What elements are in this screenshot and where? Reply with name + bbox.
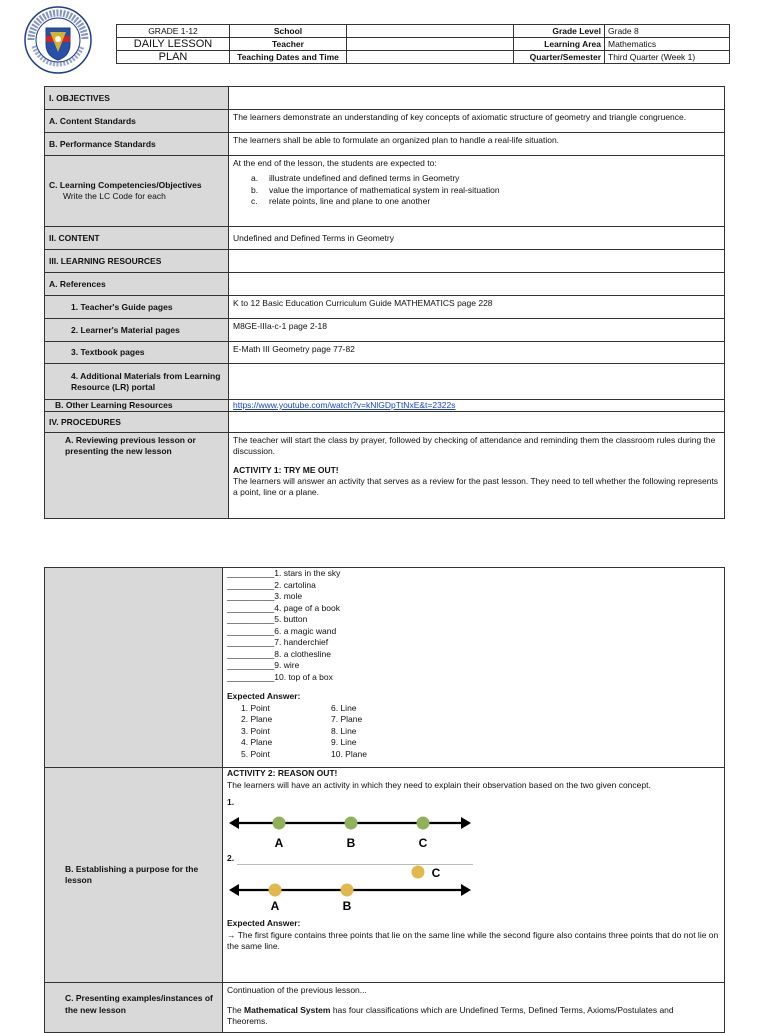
learning-area-label: Learning Area: [514, 38, 605, 51]
figure2-left-arrow-icon: [229, 884, 239, 896]
grade-level-value[interactable]: Grade 8: [605, 25, 730, 38]
competency-text: relate points, line and plane to one another: [269, 196, 431, 206]
activity1-item: __________3. mole: [227, 591, 303, 601]
answer-row: [241, 749, 720, 761]
figure2-noncollinear-points: [227, 864, 477, 912]
competency-text: illustrate undefined and defined terms in Geometry: [269, 173, 460, 183]
activity1-item: __________6. a magic wand: [227, 625, 337, 636]
answer-left: 4. Plane: [241, 737, 273, 747]
am-value: [229, 364, 725, 400]
presenting-line2: [227, 1005, 720, 1017]
review-label: A. Reviewing previous lesson or presenting the new lesson: [45, 433, 229, 519]
grade-level-label: Grade Level: [514, 25, 605, 38]
content-standards-label: A. Content Standards: [45, 110, 229, 133]
content-value: Undefined and Defined Terms in Geometry: [229, 227, 725, 250]
answer-row: [241, 737, 720, 749]
figure1-point-a: [273, 816, 286, 829]
presenting-line2-post: has four classifications which are Undefined Terms, Defined Terms, Axioms/Postulates and: [330, 1004, 674, 1015]
objectives-value: [229, 87, 725, 110]
quarter-value[interactable]: Third Quarter (Week 1): [605, 51, 730, 64]
references-label: A. References: [45, 273, 229, 296]
dates-label: Teaching Dates and Time: [230, 51, 347, 64]
references-value: [229, 273, 725, 296]
activity2-title: ACTIVITY 2: REASON OUT!: [227, 768, 338, 778]
figure1-point-b: [345, 816, 358, 829]
tg-label: 1. Teacher's Guide pages: [45, 296, 229, 319]
title-line2: PLAN: [117, 51, 230, 64]
figure2-divider: [237, 864, 473, 865]
competencies-list: [233, 173, 720, 208]
figure1-right-arrow-icon: [461, 817, 471, 829]
figure2-number: 2.: [227, 852, 235, 863]
figure1-left-arrow-icon: [229, 817, 239, 829]
activity1-item: __________8. a clothesline: [227, 648, 331, 659]
objectives-label: I. OBJECTIVES: [45, 87, 229, 110]
activity2-cell: [223, 768, 725, 983]
review-text: The teacher will start the class by prayer, followed by checking of attendance and reminding them the classroom rules during the discussion.: [233, 435, 716, 456]
resources-value: [229, 250, 725, 273]
figure2-label-b: B: [342, 899, 352, 912]
activity1-continued-label: [45, 568, 223, 768]
figure1-label-b: B: [346, 835, 356, 850]
answer-right: 10. Plane: [331, 748, 367, 759]
answer-row: [241, 703, 720, 715]
answer-right: 6. Line: [331, 702, 357, 713]
am-label: 4. Additional Materials from Learning Resource (LR) portal: [45, 364, 229, 400]
activity1-item: __________2. cartolina: [227, 579, 316, 590]
dates-value[interactable]: [347, 51, 514, 64]
activity1-text: The learners will answer an activity that serves as a review for the past lesson. They need to tell whether the following represents a point, line or a plane.: [233, 476, 719, 497]
review-cell: [229, 433, 725, 519]
presenting-label: C. Presenting examples/instances of the new lesson: [45, 983, 223, 1033]
learning-area-value[interactable]: Mathematics: [605, 38, 730, 51]
answer-right: 7. Plane: [331, 714, 363, 724]
procedures-label: IV. PROCEDURES: [45, 412, 229, 433]
activity2-answer: → The first figure contains three points that lie on the same line while the second figure also contains three points that do not lie on the same line.: [227, 929, 719, 951]
procedures-value: [229, 412, 725, 433]
presenting-cell: [223, 983, 725, 1033]
activity2-text: The learners will have an activity in which they need to explain their observation based on the two given concept.: [227, 779, 651, 790]
activity1-items-cell: [223, 568, 725, 768]
figure1-label-c: C: [418, 835, 428, 850]
answer-row: [241, 726, 720, 738]
competencies-label: C. Learning Competencies/Objectives: [49, 180, 202, 190]
activity1-items: [227, 568, 720, 683]
competencies-sub: Write the LC Code for each: [63, 191, 166, 201]
competencies-cell: [229, 156, 725, 227]
tb-value: E-Math III Geometry page 77-82: [229, 342, 725, 364]
activity2-expected-label: Expected Answer:: [227, 918, 301, 928]
tg-value: K to 12 Basic Education Curriculum Guide MATHEMATICS page 228: [229, 296, 725, 319]
activity1-item: __________4. page of a book: [227, 602, 340, 613]
teacher-label: Teacher: [230, 38, 347, 51]
answer-left: 2. Plane: [241, 714, 273, 724]
figure1-collinear-points: [227, 809, 477, 853]
activity1-answers: [227, 703, 720, 761]
activity1-item: __________7. handerchief: [227, 637, 329, 647]
lm-value: M8GE-IIIa-c-1 page 2-18: [229, 319, 725, 342]
activity1-title: ACTIVITY 1: TRY ME OUT!: [233, 465, 339, 475]
answer-left: 1. Point: [241, 702, 270, 713]
activity2-label: B. Establishing a purpose for the lesson: [45, 768, 223, 983]
competency-marker: a.: [251, 173, 259, 183]
grade-range: GRADE 1-12: [117, 25, 230, 38]
figure1-number: 1.: [227, 797, 235, 807]
activity1-expected-label: Expected Answer:: [227, 691, 301, 701]
lm-label: 2. Learner's Material pages: [45, 319, 229, 342]
tb-label: 3. Textbook pages: [45, 342, 229, 364]
presenting-line3: Theorems.: [227, 1016, 268, 1026]
activity1-item: __________5. button: [227, 614, 308, 624]
figure2-point-b: [341, 884, 354, 897]
quarter-label: Quarter/Semester: [514, 51, 605, 64]
answer-right: 8. Line: [331, 725, 357, 736]
figure2-label-c: C: [431, 866, 441, 880]
competency-item: [233, 196, 720, 208]
figure2-point-c: [412, 866, 425, 879]
competencies-label-cell: [45, 156, 229, 227]
figure1-point-c: [417, 816, 430, 829]
competencies-intro: At the end of the lesson, the students are expected to:: [233, 158, 437, 168]
competency-text: value the importance of mathematical system in real-situation: [269, 184, 500, 195]
olr-label: B. Other Learning Resources: [45, 400, 229, 412]
teacher-value[interactable]: [347, 38, 514, 51]
activity1-item: __________9. wire: [227, 660, 300, 670]
competency-item: [233, 185, 720, 197]
activity1-item: __________10. top of a box: [227, 671, 333, 682]
presenting-line2-pre: The: [227, 1004, 245, 1015]
school-value[interactable]: [347, 25, 514, 38]
answer-left: 5. Point: [241, 748, 270, 759]
olr-link[interactable]: https://www.youtube.com/watch?v=kNlGDpTtNxE&t=2322s: [233, 400, 456, 410]
deped-seal-logo: [24, 6, 92, 74]
lesson-plan-table: [44, 86, 725, 519]
figure2-label-a: A: [270, 899, 280, 912]
resources-label: III. LEARNING RESOURCES: [45, 250, 229, 273]
answer-row: [241, 714, 720, 726]
competency-marker: b.: [251, 184, 259, 195]
figure2-point-a: [269, 884, 282, 897]
content-label: II. CONTENT: [45, 227, 229, 250]
performance-standards-label: B. Performance Standards: [45, 133, 229, 156]
performance-standards-value: The learners shall be able to formulate an organized plan to handle a real-life situation.: [229, 133, 725, 156]
figure2-right-arrow-icon: [461, 884, 471, 896]
header-table: [116, 24, 730, 64]
title-line1: DAILY LESSON: [117, 38, 230, 51]
mathematical-system-term: Mathematical System: [244, 1004, 331, 1015]
content-standards-value: The learners demonstrate an understanding of key concepts of axiomatic structure of geometry and triangle congruence.: [229, 110, 725, 133]
presenting-line1: Continuation of the previous lesson...: [227, 985, 367, 995]
answer-right: 9. Line: [331, 737, 357, 747]
lesson-plan-table-continued: [44, 567, 725, 1033]
competency-item: [233, 173, 720, 185]
figure1-label-a: A: [274, 835, 284, 850]
answer-left: 3. Point: [241, 725, 270, 736]
competency-marker: c.: [251, 196, 258, 206]
school-label: School: [230, 25, 347, 38]
activity1-item: __________1. stars in the sky: [227, 568, 341, 578]
